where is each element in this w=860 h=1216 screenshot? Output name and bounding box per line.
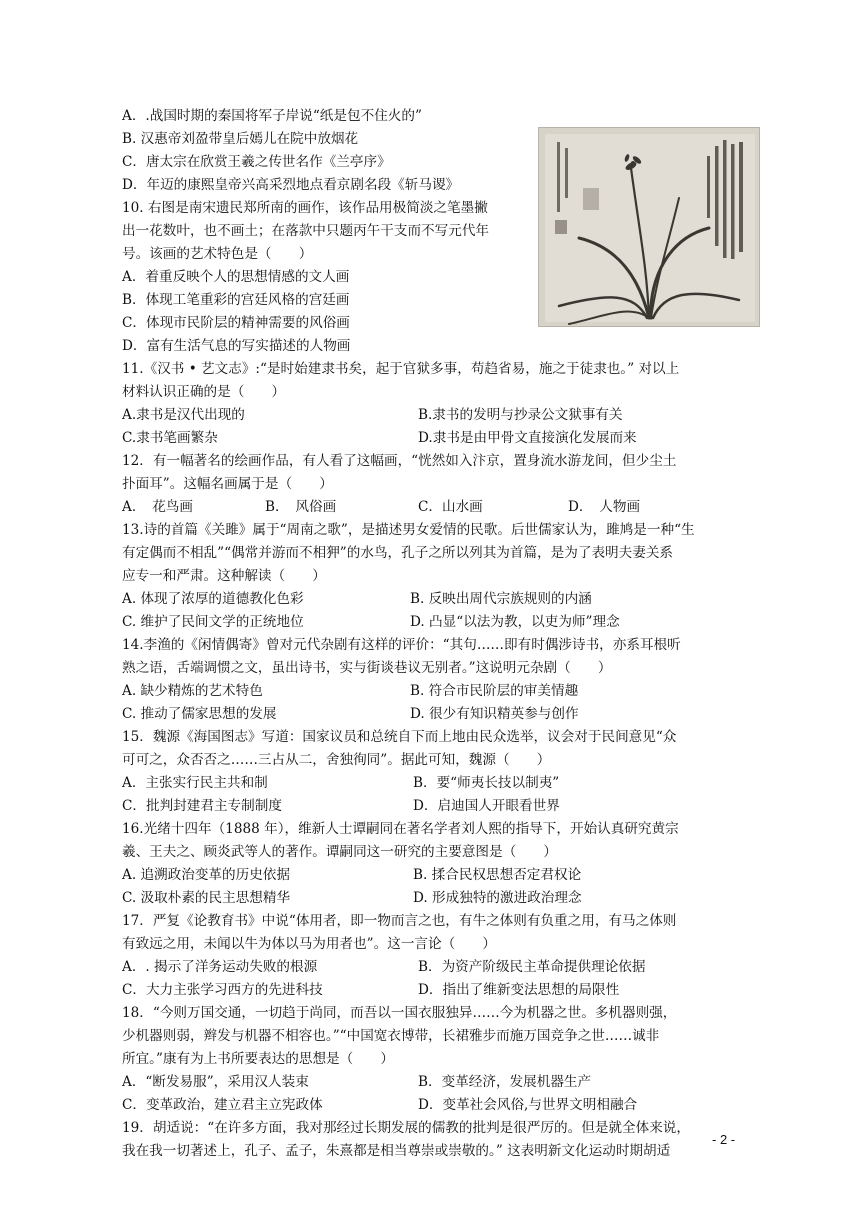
q13-option-b: B. 反映出周代宗族规则的内涵 bbox=[410, 591, 592, 607]
q15-stem-line1: 15．魏源《海国图志》写道：国家议员和总统自下而上地由民众选举，议会对于民间意见“众 bbox=[122, 729, 677, 745]
q11-stem-line1: 11.《汉书 • 艺文志》:“是时始建隶书矣，起于官狱多事，苟趋省易，施之于徒隶也。” 对以上 bbox=[122, 361, 680, 377]
q13-option-d: D. 凸显“以法为教，以吏为师”理念 bbox=[410, 614, 620, 630]
q17-stem-line1: 17．严复《论教育书》中说“体用者，即一物而言之也，有牛之体则有负重之用，有马之体则 bbox=[122, 913, 677, 929]
q12-option-b: B． 风俗画 bbox=[265, 499, 337, 515]
q18-option-c: C．变革政治，建立君主立宪政体 bbox=[122, 1097, 323, 1113]
q12-option-c: C．山水画 bbox=[418, 499, 483, 515]
q19-stem-line2: 我在我一切著述上，孔子、孟子，朱熹都是相当尊崇或崇敬的。” 这表明新文化运动时期胡适 bbox=[122, 1143, 671, 1159]
q16-stem-line1: 16.光绪十四年（1888 年），维新人士谭嗣同在著名学者刘人熙的指导下，开始认真研究黄宗 bbox=[122, 821, 679, 837]
q16-option-d: D. 形成独特的激进政治理念 bbox=[413, 890, 582, 906]
q14-option-a: A. 缺少精炼的艺术特色 bbox=[122, 683, 263, 699]
q11-stem-line2: 材料认识正确的是（ ） bbox=[122, 384, 286, 400]
orchid-painting-image bbox=[538, 127, 760, 327]
q18-stem-line3: 所宜。”康有为上书所要表达的思想是（ ） bbox=[122, 1051, 395, 1067]
q14-option-d: D. 很少有知识精英参与创作 bbox=[410, 706, 579, 722]
q9-option-a: A．.战国时期的秦国将军子岸说“纸是包不住火的” bbox=[122, 108, 422, 124]
q14-stem-line1: 14.李渔的《闲情偶寄》曾对元代杂剧有这样的评价：“其句……即有时偶涉诗书，亦系耳根听 bbox=[122, 637, 681, 653]
q10-option-c: C．体现市民阶层的精神需要的风俗画 bbox=[122, 315, 350, 331]
q9-option-c: C．唐太宗在欣赏王羲之传世名作《兰亭序》 bbox=[122, 154, 391, 170]
q16-option-c: C. 汲取朴素的民主思想精华 bbox=[122, 890, 291, 906]
q15-option-b: B．要“师夷长技以制夷” bbox=[413, 775, 560, 791]
q11-option-b: B.隶书的发明与抄录公文狱事有关 bbox=[418, 407, 623, 423]
q16-option-b: B. 揉合民权思想否定君权论 bbox=[413, 867, 582, 883]
q13-stem-line2: 有定偶而不相乱”“偶常并游而不相狎”的水鸟，孔子之所以列其为首篇，是为了表明夫妻关系 bbox=[122, 545, 674, 561]
q18-option-d: D．变革社会风俗,与世界文明相融合 bbox=[418, 1097, 638, 1113]
q15-stem-line2: 可可之，众否否之……三占从二，舍独徇同”。据此可知，魏源（ ） bbox=[122, 752, 551, 768]
q13-option-a: A. 体现了浓厚的道德教化色彩 bbox=[122, 591, 304, 607]
q10-stem-line1: 10. 右图是南宋遗民郑所南的画作，该作品用极简淡之笔墨撇 bbox=[122, 200, 488, 216]
q15-option-c: C．批判封建君主专制制度 bbox=[122, 798, 282, 814]
q11-option-c: C.隶书笔画繁杂 bbox=[122, 430, 218, 446]
q14-option-c: C. 推动了儒家思想的发展 bbox=[122, 706, 277, 722]
q12-option-d: D． 人物画 bbox=[568, 499, 641, 515]
q18-stem-line1: 18．“今则万国交通，一切趋于尚同，而吾以一国衣服独异……今为机器之世。多机器则强， bbox=[122, 1005, 677, 1021]
q17-option-a: A．. 揭示了洋务运动失败的根源 bbox=[122, 959, 318, 975]
q12-option-a: A． 花鸟画 bbox=[122, 499, 193, 515]
q17-option-c: C．大力主张学习西方的先进科技 bbox=[122, 982, 323, 998]
q13-option-c: C. 维护了民间文学的正统地位 bbox=[122, 614, 304, 630]
q18-stem-line2: 少机器则弱，辫发与机器不相容也。”“中国宽衣博带，长裙雅步而施万国竞争之世……诚非 bbox=[122, 1028, 660, 1044]
q9-option-d: D．年迈的康熙皇帝兴高采烈地点看京剧名段《斩马谡》 bbox=[122, 177, 460, 193]
q10-stem-line3: 号。该画的艺术特色是（ ） bbox=[122, 246, 313, 262]
q10-option-a: A．着重反映个人的思想情感的文人画 bbox=[122, 269, 350, 285]
q17-option-d: D．指出了维新变法思想的局限性 bbox=[418, 982, 620, 998]
q16-stem-line2: 羲、王夫之、顾炎武等人的著作。谭嗣同这一研究的主要意图是（ ） bbox=[122, 844, 557, 860]
q14-option-b: B. 符合市民阶层的审美情趣 bbox=[410, 683, 579, 699]
q12-stem-line1: 12．有一幅著名的绘画作品，有人看了这幅画，“恍然如入汴京，置身流水游龙间，但少尘土 bbox=[122, 453, 677, 469]
q10-stem-line2: 出一花数叶，也不画土；在落款中只题丙午干支而不写元代年 bbox=[122, 223, 490, 239]
q18-option-b: B．变革经济，发展机器生产 bbox=[418, 1074, 592, 1090]
q12-stem-line2: 扑面耳”。这幅名画属于是（ ） bbox=[122, 476, 333, 492]
q14-stem-line2: 熟之语，舌端调惯之文，虽出诗书，实与街谈巷议无别者。”这说明元杂剧（ ） bbox=[122, 660, 612, 676]
q19-stem-line1: 19．胡适说：“在许多方面，我对那经过长期发展的儒教的批判是很严厉的。但是就全体来说， bbox=[122, 1120, 690, 1136]
q9-option-b: B. 汉惠帝刘盈带皇后嫣儿在院中放烟花 bbox=[122, 131, 359, 147]
q16-option-a: A. 追溯政治变革的历史依据 bbox=[122, 867, 290, 883]
orchid-painting-drawing bbox=[539, 128, 760, 327]
q17-stem-line2: 有致远之用，未闻以牛为体以马为用者也”。这一言论（ ） bbox=[122, 936, 496, 952]
page-number: - 2 - bbox=[712, 1132, 736, 1147]
q15-option-d: D．启迪国人开眼看世界 bbox=[413, 798, 560, 814]
q13-stem-line3: 应专一和严肃。这种解读（ ） bbox=[122, 568, 326, 584]
q15-option-a: A．主张实行民主共和制 bbox=[122, 775, 268, 791]
q17-option-b: B．为资产阶级民主革命提供理论依据 bbox=[418, 959, 646, 975]
q18-option-a: A．“断发易服”，采用汉人装束 bbox=[122, 1074, 309, 1090]
q13-stem-line1: 13.诗的首篇《关雎》属于“周南之歌”，是描述男女爱情的民歌。后世儒家认为，雎鸠是一种“生 bbox=[122, 522, 695, 538]
q10-option-b: B．体现工笔重彩的宫廷风格的宫廷画 bbox=[122, 292, 350, 308]
q11-option-a: A.隶书是汉代出现的 bbox=[122, 407, 245, 423]
q10-option-d: D．富有生活气息的写实描述的人物画 bbox=[122, 338, 351, 354]
q11-option-d: D.隶书是由甲骨文直接演化发展而来 bbox=[418, 430, 637, 446]
